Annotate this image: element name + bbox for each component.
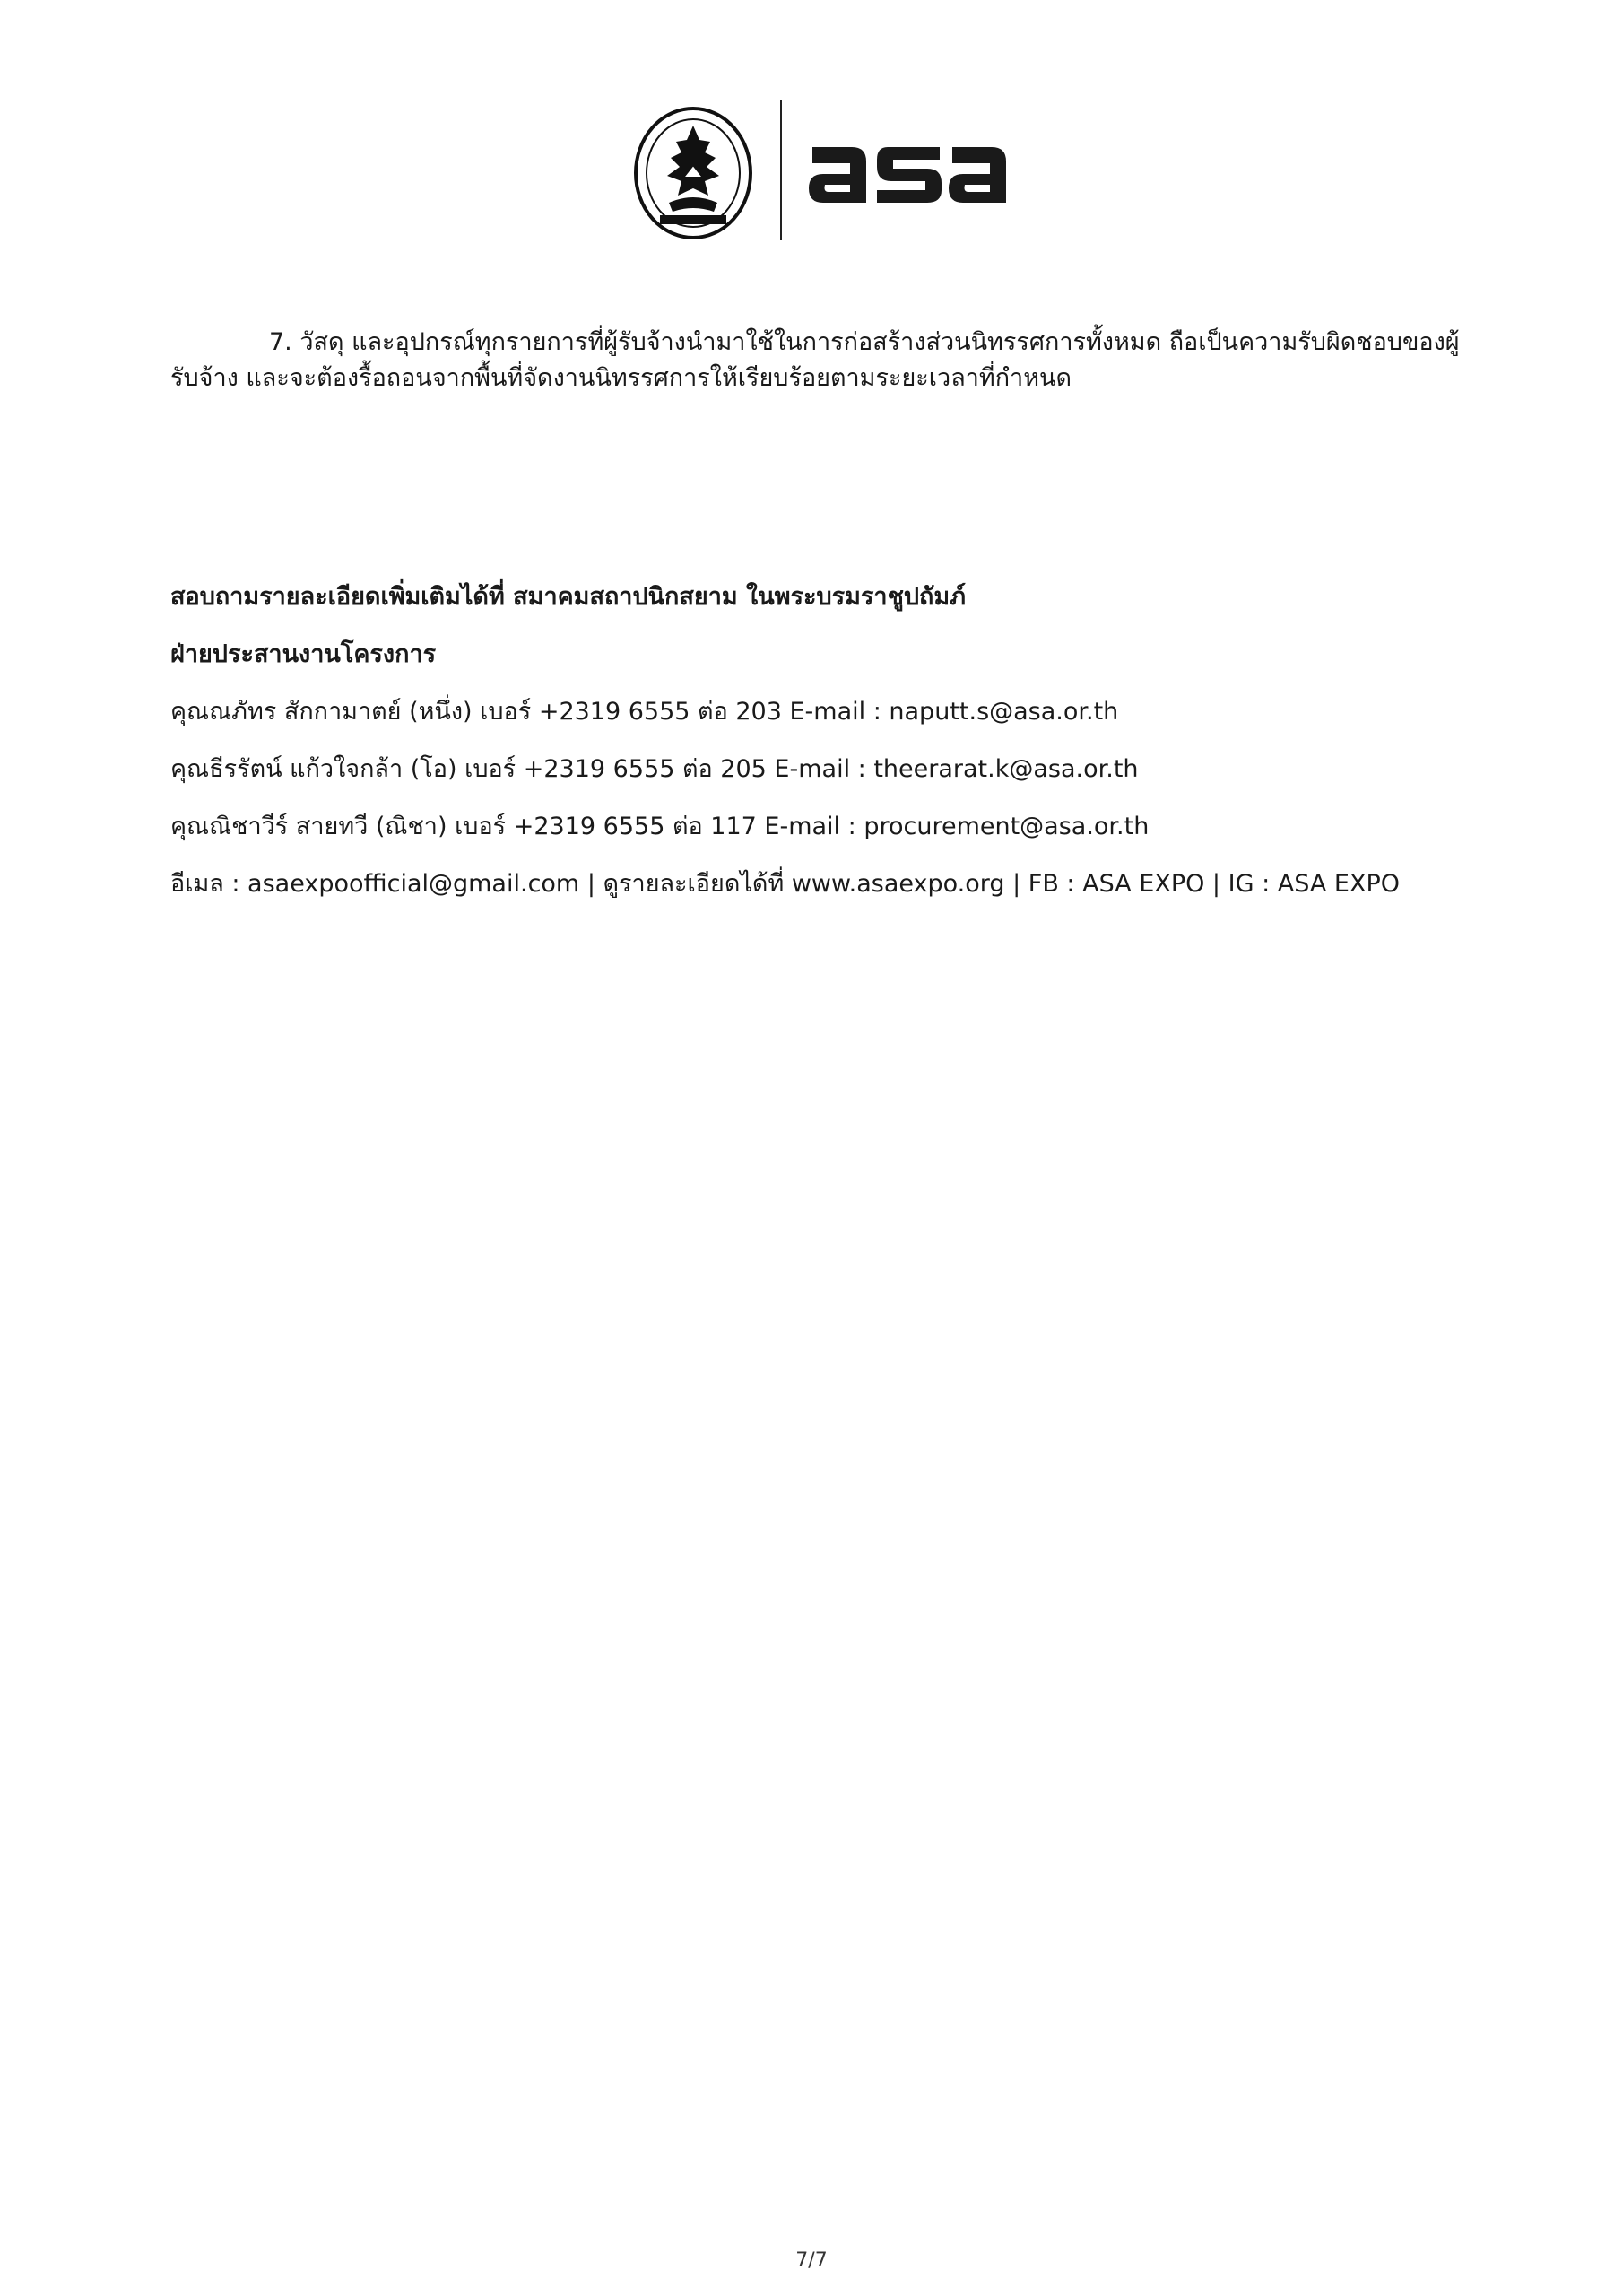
item-7-paragraph (170, 325, 1462, 396)
item-7-line-1: 7. วัสดุ และอุปกรณ์ทุกรายการที่ผู้รับจ้างนำมาใช้ในการก่อสร้างส่วนนิทรรศการทั้งหมด ถือเป็นความรับผิดชอบของผู้ (269, 328, 1460, 356)
contact-heading: สอบถามรายละเอียดเพิ่มเติมได้ที่ สมาคมสถาปนิกสยาม ในพระบรมราชูปถัมภ์ (170, 583, 967, 611)
logo-divider (780, 100, 782, 240)
page-number: 7/7 (795, 2249, 828, 2272)
asa-wordmark-logo (805, 135, 1010, 208)
contact-subheading: ฝ่ายประสานงานโครงการ (170, 640, 437, 668)
asa-seal-logo (633, 106, 753, 240)
item-7-line-2: รับจ้าง และจะต้องรื้อถอนจากพื้นที่จัดงานนิทรรศการให้เรียบร้อยตามระยะเวลาที่กำหนด (170, 364, 1072, 392)
contact-line-naputt: คุณณภัทร สักกามาตย์ (หนึ่ง) เบอร์ +2319 6555 ต่อ 203 E-mail : naputt.s@asa.or.th (170, 698, 1119, 726)
header-logos (633, 100, 1010, 240)
contact-line-general: อีเมล : asaexpoofficial@gmail.com | ดูรายละเอียดได้ที่ www.asaexpo.org | FB : ASA EXPO | IG : ASA EXPO (170, 870, 1401, 898)
contact-line-procurement: คุณณิชาวีร์ สายทวี (ณิชา) เบอร์ +2319 6555 ต่อ 117 E-mail : procurement@asa.or.th (170, 813, 1150, 840)
contact-line-theerarat: คุณธีรรัตน์ แก้วใจกล้า (โอ) เบอร์ +2319 6555 ต่อ 205 E-mail : theerarat.k@asa.or.th (170, 755, 1139, 783)
